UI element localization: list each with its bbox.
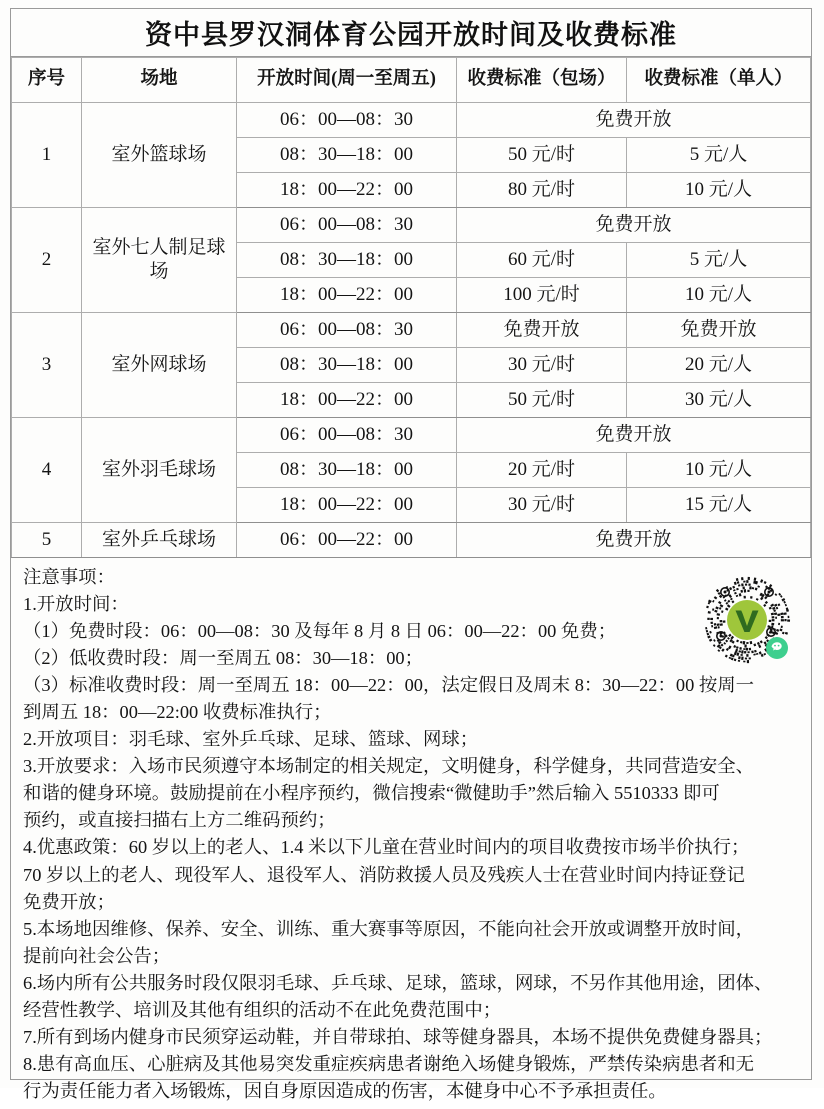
cell-row-number: 2 xyxy=(12,208,82,313)
page-title: 资中县罗汉洞体育公园开放时间及收费标准 xyxy=(145,20,677,50)
header-row xyxy=(12,58,811,103)
document-title-row xyxy=(11,9,811,57)
cell-price-merged: 免费开放 xyxy=(457,103,811,138)
column-header-venue: 场地 xyxy=(82,58,237,103)
note-line: （1）免费时段：06：00—08：30 及每年 8 月 8 日 06：00—22：00 免费； xyxy=(23,621,617,642)
table-header xyxy=(12,58,811,103)
cell-price-package: 50 元/时 xyxy=(457,383,627,418)
cell-time-slot: 06：00—22：00 xyxy=(237,523,457,558)
cell-price-package: 100 元/时 xyxy=(457,278,627,313)
cell-price-single: 免费开放 xyxy=(627,313,811,348)
document-frame xyxy=(10,8,812,1101)
cell-time-slot: 08：30—18：00 xyxy=(237,348,457,383)
table-row xyxy=(12,103,811,138)
table-row xyxy=(12,313,811,348)
cell-time-slot: 06：00—08：30 xyxy=(237,103,457,138)
note-line: 7.所有到场内健身市民须穿运动鞋，并自带球拍、球等健身器具，本场不提供免费健身器具； xyxy=(23,1026,773,1047)
cell-price-package: 30 元/时 xyxy=(457,488,627,523)
cell-price-package: 60 元/时 xyxy=(457,243,627,278)
cell-time-slot: 18：00—22：00 xyxy=(237,488,457,523)
note-line: 3.开放要求：入场市民须遵守本场制定的相关规定，文明健身，科学健身，共同营造安全、 xyxy=(23,756,755,777)
note-line: 免费开放； xyxy=(23,891,115,912)
cell-price-single: 15 元/人 xyxy=(627,488,811,523)
table-row xyxy=(12,208,811,243)
cell-price-single: 5 元/人 xyxy=(627,138,811,173)
cell-price-merged: 免费开放 xyxy=(457,523,811,558)
cell-venue-name: 室外七人制足球场 xyxy=(82,208,237,313)
column-header-no: 序号 xyxy=(12,58,82,103)
cell-price-single: 10 元/人 xyxy=(627,453,811,488)
wechat-miniprogram-qr-icon[interactable] xyxy=(701,574,793,666)
cell-price-single: 10 元/人 xyxy=(627,173,811,208)
notes-body xyxy=(23,564,799,1105)
table-row xyxy=(12,418,811,453)
cell-price-merged: 免费开放 xyxy=(457,418,811,453)
note-line: 行为责任能力者入场锻炼，因自身原因造成的伤害，本健身中心不予承担责任。 xyxy=(23,1080,667,1101)
note-line: 预约，或直接扫描右上方二维码预约； xyxy=(23,810,336,831)
cell-price-package: 50 元/时 xyxy=(457,138,627,173)
note-line: 1.开放时间： xyxy=(23,594,129,615)
cell-price-single: 30 元/人 xyxy=(627,383,811,418)
cell-time-slot: 18：00—22：00 xyxy=(237,383,457,418)
cell-price-single: 10 元/人 xyxy=(627,278,811,313)
note-line: 和谐的健身环境。鼓励提前在小程序预约，微信搜索“微健助手”然后输入 5510333 即可 xyxy=(23,783,720,804)
note-line: （2）低收费时段：周一至周五 08：30—18：00； xyxy=(23,648,423,669)
cell-venue-name: 室外乒乓球场 xyxy=(82,523,237,558)
notes-heading: 注意事项： xyxy=(23,567,115,587)
cell-time-slot: 08：30—18：00 xyxy=(237,243,457,278)
note-line: 70 岁以上的老人、现役军人、退役军人、消防救援人员及残疾人士在营业时间内持证登记 xyxy=(23,864,745,885)
cell-time-slot: 06：00—08：30 xyxy=(237,418,457,453)
cell-price-single: 5 元/人 xyxy=(627,243,811,278)
column-header-package: 收费标准（包场） xyxy=(457,58,627,103)
cell-venue-name: 室外网球场 xyxy=(82,313,237,418)
cell-venue-name: 室外篮球场 xyxy=(82,103,237,208)
table-row xyxy=(12,523,811,558)
note-line: 6.场内所有公共服务时段仅限羽毛球、乒乓球、足球，篮球，网球，不另作其他用途，团体、 xyxy=(23,972,773,993)
column-header-time: 开放时间(周一至周五) xyxy=(237,58,457,103)
cell-time-slot: 18：00—22：00 xyxy=(237,173,457,208)
note-line: 经营性教学、培训及其他有组织的活动不在此免费范围中； xyxy=(23,999,502,1020)
cell-row-number: 5 xyxy=(12,523,82,558)
cell-row-number: 3 xyxy=(12,313,82,418)
pricing-table xyxy=(11,57,811,558)
note-line: （3）标准收费时段：周一至周五 18：00—22：00，法定假日及周末 8：30—22：00 按周一 xyxy=(23,675,755,696)
cell-price-package: 30 元/时 xyxy=(457,348,627,383)
cell-row-number: 1 xyxy=(12,103,82,208)
cell-price-single: 20 元/人 xyxy=(627,348,811,383)
table-body xyxy=(12,103,811,558)
notes-section xyxy=(11,558,811,1109)
cell-row-number: 4 xyxy=(12,418,82,523)
note-line: 8.患有高血压、心脏病及其他易突发重症疾病患者谢绝入场健身锻炼，严禁传染病患者和无 xyxy=(23,1053,755,1074)
cell-price-package: 20 元/时 xyxy=(457,453,627,488)
cell-time-slot: 18：00—22：00 xyxy=(237,278,457,313)
cell-time-slot: 08：30—18：00 xyxy=(237,453,457,488)
cell-time-slot: 08：30—18：00 xyxy=(237,138,457,173)
cell-venue-name: 室外羽毛球场 xyxy=(82,418,237,523)
column-header-single: 收费标准（单人） xyxy=(627,58,811,103)
cell-price-package: 80 元/时 xyxy=(457,173,627,208)
note-line: 5.本场地因维修、保养、安全、训练、重大赛事等原因，不能向社会开放或调整开放时间， xyxy=(23,918,755,939)
note-line: 4.优惠政策：60 岁以上的老人、1.4 米以下儿童在营业时间内的项目收费按市场半价执行； xyxy=(23,837,750,858)
cell-time-slot: 06：00—08：30 xyxy=(237,313,457,348)
cell-time-slot: 06：00—08：30 xyxy=(237,208,457,243)
cell-price-merged: 免费开放 xyxy=(457,208,811,243)
note-line: 提前向社会公告； xyxy=(23,945,171,966)
note-line: 到周五 18：00—22:00 收费标准执行； xyxy=(23,702,332,723)
note-line: 2.开放项目：羽毛球、室外乒乓球、足球、篮球、网球； xyxy=(23,729,479,750)
cell-price-package: 免费开放 xyxy=(457,313,627,348)
